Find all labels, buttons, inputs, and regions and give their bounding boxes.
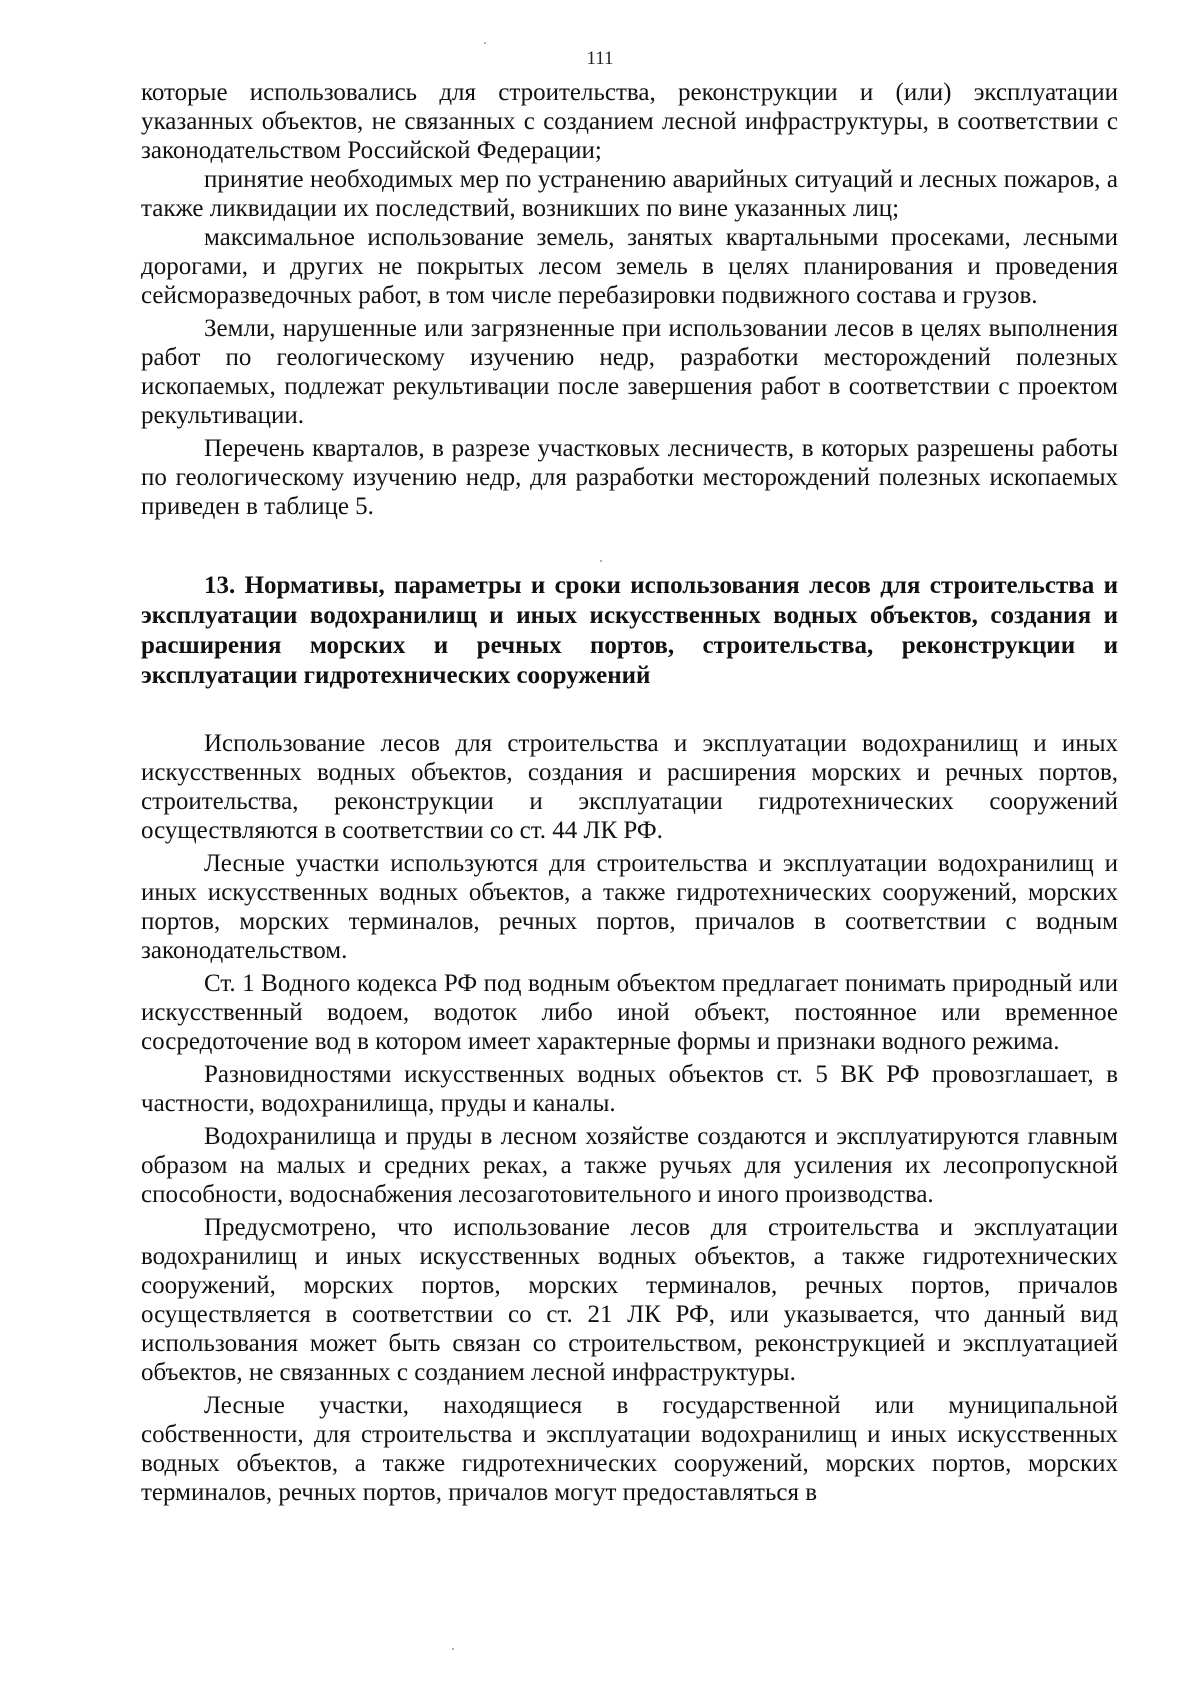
paragraph: Земли, нарушенные или загрязненные при использовании лесов в целях выполнения работ по геологическому изучению недр, разработки месторождений полезных ископаемых, подлежат рекультивации после завершения работ в соответствии с проектом рекультивации. [141,315,1118,429]
section-heading: 13. Нормативы, параметры и сроки использования лесов для строительства и эксплуатации водохранилищ и иных искусственных водных объектов, создания и расширения морских и речных портов, строительства, реконструкции и эксплуатации гидротехнических сооружений [141,572,1118,689]
paragraph: Ст. 1 Водного кодекса РФ под водным объектом предлагает понимать природный или искусственный водоем, водоток либо иной объект, постоянное или временное сосредоточение вод в котором имеет характерные формы и признаки водного режима. [141,970,1118,1055]
paragraph: Разновидностями искусственных водных объектов ст. 5 ВК РФ провозглашает, в частности, водохранилища, пруды и каналы. [141,1061,1118,1117]
paragraph: Лесные участки используются для строительства и эксплуатации водохранилищ и иных искусственных водных объектов, а также гидротехнических сооружений, морских портов, морских терминалов, речных портов, причалов в соответствии с водным законодательством. [141,850,1118,964]
paragraph: максимальное использование земель, занятых квартальными просеками, лесными дорогами, и других не покрытых лесом земель в целях планирования и проведения сейсморазведочных работ, в том числе перебазировки подвижного состава и грузов. [141,224,1118,309]
scan-speck [600,560,602,562]
paragraph: Предусмотрено, что использование лесов для строительства и эксплуатации водохранилищ и иных искусственных водных объектов, а также гидротехнических сооружений, морских портов, морских терминалов, речных портов, причалов осуществляется в соответствии со ст. 21 ЛК РФ, или указывается, что данный вид использования может быть связан со строительством, реконструкцией и эксплуатацией объектов, не связанных с созданием лесной инфраструктуры. [141,1214,1118,1386]
paragraph: Использование лесов для строительства и эксплуатации водохранилищ и иных искусственных водных объектов, создания и расширения морских и речных портов, строительства, реконструкции и эксплуатации гидротехнических сооружений осуществляются в соответствии со ст. 44 ЛК РФ. [141,730,1118,844]
paragraph: Лесные участки, находящиеся в государственной или муниципальной собственности, для строительства и эксплуатации водохранилищ и иных искусственных водных объектов, а также гидротехнических сооружений, морских портов, морских терминалов, речных портов, причалов могут предоставляться в [141,1392,1118,1506]
page-number: 111 [586,48,614,69]
scan-speck [452,1648,454,1650]
paragraph: принятие необходимых мер по устранению аварийных ситуаций и лесных пожаров, а также ликвидации их последствий, возникших по вине указанных лиц; [141,166,1118,222]
document-body [141,78,1118,1507]
paragraph: Водохранилища и пруды в лесном хозяйстве создаются и эксплуатируются главным образом на малых и средних реках, а также ручьях для усиления их лесопропускной способности, водоснабжения лесозаготовительного и иного производства. [141,1123,1118,1208]
paragraph: Перечень кварталов, в разрезе участковых лесничеств, в которых разрешены работы по геологическому изучению недр, для разработки месторождений полезных ископаемых приведен в таблице 5. [141,435,1118,520]
scan-speck [484,42,486,44]
paragraph: которые использовались для строительства, реконструкции и (или) эксплуатации указанных объектов, не связанных с созданием лесной инфраструктуры, в соответствии с законодательством Российской Федерации; [141,79,1118,164]
